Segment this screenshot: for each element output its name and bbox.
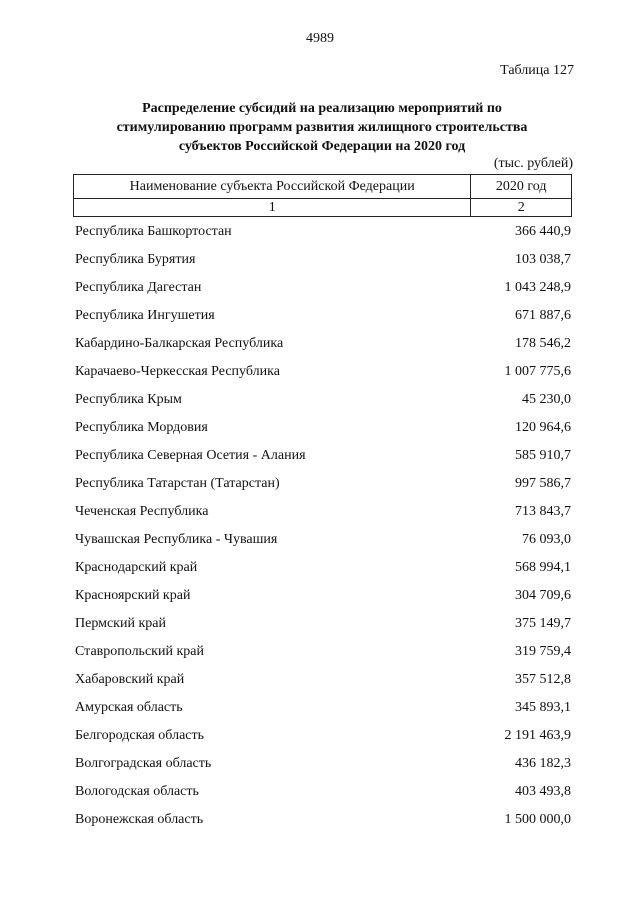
subject-name: Амурская область [75, 700, 183, 715]
table-row [75, 694, 571, 722]
table-row [75, 330, 571, 358]
subsidy-value: 403 493,8 [515, 784, 571, 799]
table-row [75, 302, 571, 330]
subject-name: Белгородская область [75, 728, 205, 743]
subsidy-value: 1 043 248,9 [504, 280, 571, 295]
table-row [75, 386, 571, 414]
units-label: (тыс. рублей) [493, 156, 573, 171]
table-row [75, 666, 571, 694]
table-caption: Таблица 127 [500, 63, 574, 78]
subsidy-value: 304 709,6 [515, 588, 571, 603]
table-row [75, 246, 571, 274]
table-row [75, 582, 571, 610]
subject-name: Республика Бурятия [75, 252, 196, 267]
subsidy-value: 436 182,3 [515, 756, 571, 771]
subsidy-value: 713 843,7 [515, 504, 571, 519]
column-number-2: 2 [471, 199, 572, 217]
subsidy-value: 120 964,6 [515, 420, 571, 435]
subject-name: Республика Крым [75, 392, 182, 407]
subject-name: Ставропольский край [75, 644, 204, 659]
subject-name: Красноярский край [75, 588, 191, 603]
subject-name: Чеченская Республика [75, 504, 209, 519]
page-number: 4989 [306, 31, 334, 46]
subject-name: Волгоградская область [75, 756, 212, 771]
subject-name: Республика Ингушетия [75, 308, 215, 323]
subsidy-value: 1 007 775,6 [504, 364, 571, 379]
subsidy-value: 45 230,0 [522, 392, 571, 407]
subsidy-value: 585 910,7 [515, 448, 571, 463]
table-row [75, 750, 571, 778]
column-number-row [74, 199, 572, 217]
table-row [75, 498, 571, 526]
table-header [73, 174, 572, 217]
table-row [75, 218, 571, 246]
subject-name: Республика Мордовия [75, 420, 208, 435]
subsidy-value: 357 512,8 [515, 672, 571, 687]
header-subject-name: Наименование субъекта Российской Федерации [74, 175, 471, 199]
subsidy-value: 76 093,0 [522, 532, 571, 547]
table-row [75, 554, 571, 582]
subsidy-value: 568 994,1 [515, 560, 571, 575]
subject-name: Воронежская область [75, 812, 204, 827]
subsidy-value: 671 887,6 [515, 308, 571, 323]
column-number-1: 1 [74, 199, 471, 217]
subject-name: Республика Дагестан [75, 280, 202, 295]
table-row [75, 358, 571, 386]
subject-name: Карачаево-Черкесская Республика [75, 364, 280, 379]
document-title-line-2: стимулированию программ развития жилищного строительства [116, 120, 528, 135]
subject-name: Республика Северная Осетия - Алания [75, 448, 306, 463]
table-body [75, 218, 571, 834]
subsidy-value: 997 586,7 [515, 476, 571, 491]
subsidy-value: 345 893,1 [515, 700, 571, 715]
document-title-line-1: Распределение субсидий на реализацию мероприятий по [142, 101, 502, 116]
table-row [75, 414, 571, 442]
subsidy-value: 1 500 000,0 [504, 812, 571, 827]
subject-name: Краснодарский край [75, 560, 198, 575]
table-row [75, 610, 571, 638]
subject-name: Республика Татарстан (Татарстан) [75, 476, 280, 491]
subsidy-value: 319 759,4 [515, 644, 571, 659]
header-row [74, 175, 572, 199]
subject-name: Вологодская область [75, 784, 199, 799]
table-row [75, 526, 571, 554]
document-title-line-3: субъектов Российской Федерации на 2020 год [178, 139, 466, 154]
subsidy-value: 366 440,9 [515, 224, 571, 239]
subject-name: Кабардино-Балкарская Республика [75, 336, 284, 351]
document-title [70, 99, 574, 156]
subject-name: Республика Башкортостан [75, 224, 232, 239]
table-row [75, 470, 571, 498]
subject-name: Пермский край [75, 616, 166, 631]
table-row [75, 778, 571, 806]
subsidy-value: 178 546,2 [515, 336, 571, 351]
subject-name: Хабаровский край [75, 672, 185, 687]
subject-name: Чувашская Республика - Чувашия [75, 532, 278, 547]
subsidy-value: 103 038,7 [515, 252, 571, 267]
table-row [75, 638, 571, 666]
table-row [75, 806, 571, 834]
header-year: 2020 год [471, 175, 572, 199]
table-row [75, 274, 571, 302]
subsidy-value: 375 149,7 [515, 616, 571, 631]
table-row [75, 722, 571, 750]
table-row [75, 442, 571, 470]
subsidy-value: 2 191 463,9 [504, 728, 571, 743]
